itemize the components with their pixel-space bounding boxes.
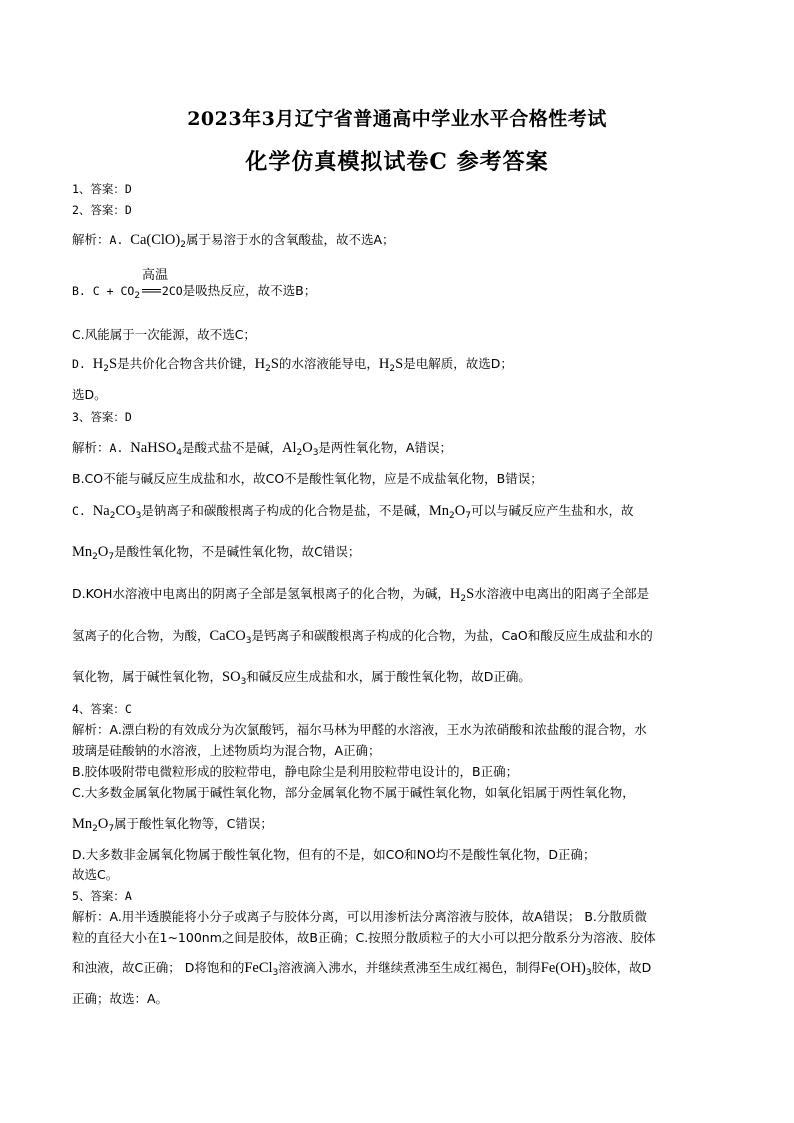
q2-analysis-a: 解析：A. $Ca(ClO)_2$属于易溶于水的含氧酸盐，故不选A； [72,232,395,250]
q4-conclusion: 故选C。 [72,867,119,882]
q3-analysis-d: D.KOH水溶液中电离出的阴离子全部是氢氧根离子的化合物，为碱，$H_2S$水溶液中电离出的阳离子全部是 [72,586,650,604]
page-title: 2023年3月辽宁省普通高中学业水平合格性考试 [187,108,607,130]
answer-line-q3: 3、答案：D [72,410,132,424]
page-subtitle: 化学仿真模拟试卷C 参考答案 [245,149,549,175]
q2-analysis-c: C.风能属于一次能源，故不选C； [72,327,256,342]
q2-analysis-d: D. $H_2S$是共价化合物含共价键，$H_2S$的水溶液能导电，$H_2S$是电解质，故选D； [72,356,513,374]
reaction-condition: 高温 ══ [142,268,169,299]
q4-analysis-b: B.胶体吸附带电微粒形成的胶粒带电，静电除尘是利用胶粒带电设计的，B正确； [72,764,519,779]
q5-analysis-b: 粒的直径大小在1~100nm之间是胶体，故B正确；C.按照分散质粒子的大小可以把分散系分为溶液、胶体 [72,930,656,945]
answer-line-q2: 2、答案：D [72,203,132,217]
formula: Ca(ClO) [130,232,181,248]
q3-analysis-a: 解析：A. NaHSO$_4$是酸式盐不是碱，$Al_2O_3$是两性氧化物，A错误； [72,440,452,458]
q2-conclusion: 选D。 [72,387,107,402]
q4-analysis-c-cont: $Mn_2O_7$属于酸性氧化物等，C错误； [72,816,273,834]
q3-analysis-d-cont2: 氧化物，属于碱性氧化物，$SO_3$和碱反应生成盐和水，属于酸性氧化物，故D正确。 [72,669,531,687]
q3-analysis-d-cont1: 氢离子的化合物，为酸，CaCO$_3$是钙离子和碳酸根离子构成的化合物，为盐，CaO和酸反应生成盐和水的 [72,628,653,646]
q4-analysis-a-cont: 玻璃是硅酸钠的水溶液，上述物质均为混合物，A正确； [72,743,381,758]
q3-analysis-c-cont: $Mn_2O_7$是酸性氧化物，不是碱性氧化物，故C错误； [72,544,361,562]
reaction-reactants: B. C + CO [72,284,135,298]
answer-line-q5: 5、答案：A [72,889,132,903]
q5-analysis-a: 解析：A.用半透膜能将小分子或离子与胶体分离，可以用渗析法分离溶液与胶体，故A错误； B.分散质微 [72,909,647,924]
q3-analysis-b: B.CO不能与碱反应生成盐和水，故CO不是酸性氧化物，应是不成盐氧化物，B错误； [72,471,543,486]
answer-line-q1: 1、答案：D [72,182,132,196]
reaction-product: 2CO [161,284,183,298]
q4-analysis-a: 解析：A.漂白粉的有效成分为次氯酸钙，福尔马林为甲醛的水溶液，王水为浓硝酸和浓盐酸的混合物，水 [72,722,647,737]
analysis-label: 解析： [72,232,110,247]
q4-analysis-c: C.大多数金属氧化物属于碱性氧化物，部分金属氧化物不属于碱性氧化物，如氧化铝属于两性氧化物， [72,785,635,800]
q5-conclusion: 正确；故选：A。 [72,991,169,1006]
q5-analysis-c: 和浊液，故C正确； D将饱和的FeCl$_3$溶液滴入沸水，并继续煮沸至生成红褐色，制得$Fe(OH)_3$胶体，故D [72,960,652,978]
answer-line-q4: 4、答案：C [72,702,132,716]
q3-analysis-c: C. $Na_2CO_3$是钠离子和碳酸根离子构成的化合物是盐，不是碱，$Mn_2O_7$可以与碱反应产生盐和水，故 [72,503,634,521]
q4-analysis-d: D.大多数非金属氧化物属于酸性氧化物，但有的不是，如CO和NO均不是酸性氧化物，D正确； [72,847,596,862]
q2-analysis-b: B. $C + CO_2$ 高温 ══ 2CO是吸热反应，故不选B； [72,268,317,301]
